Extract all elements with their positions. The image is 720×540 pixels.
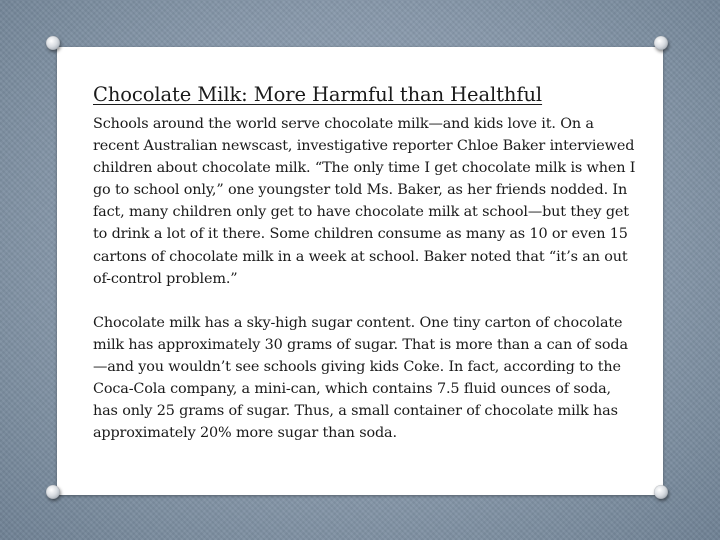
pin-icon <box>654 485 668 499</box>
pin-icon <box>46 485 60 499</box>
slide-title: Chocolate Milk: More Harmful than Healthful <box>93 83 543 106</box>
paragraph-sugar: Chocolate milk has a sky-high sugar content. One tiny carton of chocolate milk has approximately 30 grams of sugar. That is more than a can of soda—and you wouldn’t see schools giving kids Coke. In fact, according to the Coca-Cola company, a mini-can, which contains 7.5 fluid ounces of soda, has only 25 grams of sugar. Thus, a small container of chocolate milk has approximately 20% more sugar than soda. <box>93 314 628 442</box>
slide-content <box>93 82 638 444</box>
pin-icon <box>654 36 668 50</box>
paragraph-intro: Schools around the world serve chocolate milk—and kids love it. On a recent Australian newscast, investigative reporter Chloe Baker interviewed children about chocolate milk. “The only time I get chocolate milk is when I go to school only,” one youngster told Ms. Baker, as her friends nodded. In fact, many children only get to have chocolate milk at school—but they get to drink a lot of it there. Some children consume as many as 10 or even 15 cartons of chocolate milk in a week at school. Baker noted that “it’s an out of-control problem.” <box>93 116 636 287</box>
pin-icon <box>46 36 60 50</box>
